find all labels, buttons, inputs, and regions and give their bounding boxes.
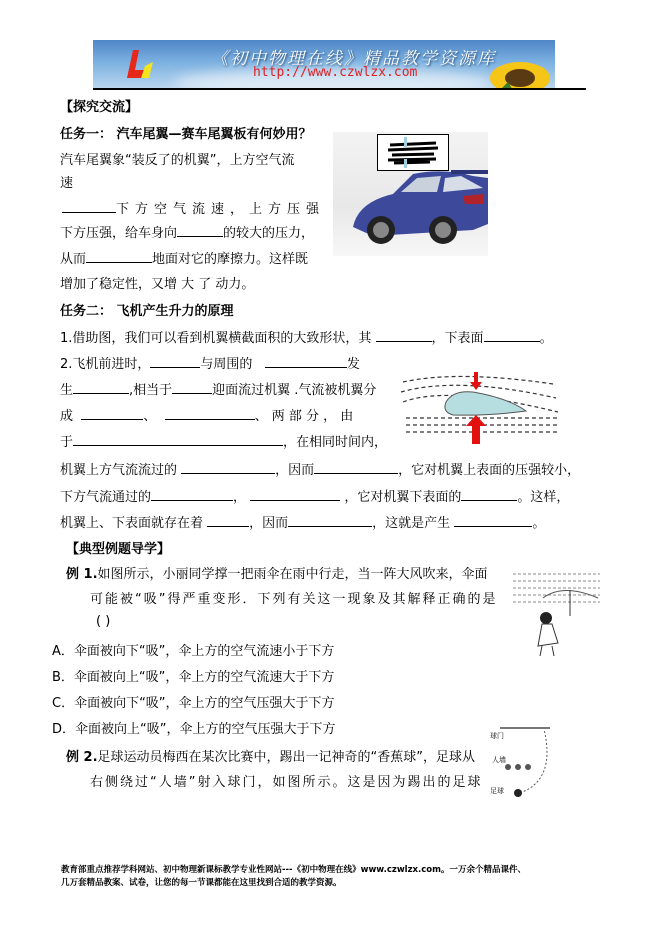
header-banner — [93, 40, 555, 88]
blank[interactable] — [81, 407, 143, 420]
task1-text-line3: 下方空气流速，上方压强 — [62, 198, 325, 217]
q2-line7: 机翼上、下表面就存在着 ，因而 ，这就是产生 。 — [60, 516, 546, 531]
example2-line1: 例 2.足球运动员梅西在某次比赛中，踢出一记神奇的“香蕉球”，足球从 — [66, 750, 475, 765]
blank[interactable] — [150, 355, 200, 368]
q2-line3: 成 、 、 两 部 分 ， 由 — [60, 409, 354, 424]
header-rule — [93, 88, 586, 90]
example2-line2: 右侧绕过“人墙”射入球门，如图所示。这是因为踢出的足球 — [90, 775, 483, 790]
up-arrow-icon — [466, 415, 486, 444]
sunflower-icon — [488, 52, 555, 88]
example1-answer-bracket: ( ) — [96, 614, 111, 629]
option-b[interactable]: B．伞面被向上“吸”，伞上方的空气流速大于下方 — [52, 670, 335, 685]
page-footer — [61, 864, 526, 890]
banner-url[interactable]: http://www.czwlzx.com — [253, 65, 418, 80]
task2-title: 任务二： 飞机产生升力的原理 — [60, 304, 234, 319]
blank[interactable] — [86, 250, 152, 263]
task1-title: 任务一： 汽车尾翼—赛车尾翼板有何妙用？ — [60, 127, 312, 142]
airflow-diagram — [377, 134, 449, 171]
option-d[interactable]: D．伞面被向上“吸”，伞上方的空气压强大于下方 — [52, 722, 336, 737]
q2-line4: 于 ，在相同时间内， — [60, 435, 388, 450]
blank[interactable] — [454, 514, 532, 527]
q2-line1: 2.飞机前进时， 与周围的 发 — [60, 357, 360, 372]
blank[interactable] — [62, 200, 116, 213]
q2-line6: 下方气流通过的 ， ，它对机翼下表面的 。这样， — [60, 490, 570, 505]
down-arrow-icon — [470, 372, 482, 390]
footer-line2: 几万套精品教案、试卷，让您的每一节课都能在这里找到合适的教学资源。 — [61, 878, 342, 888]
example1-line2: 可能被“吸”得严重变形．下列有关这一现象及其解释正确的是 — [90, 592, 498, 607]
airflow-lines-icon — [378, 135, 448, 170]
blank[interactable] — [376, 329, 432, 342]
site-logo-icon — [123, 48, 163, 84]
label-goal: 球门 — [490, 732, 504, 740]
task1-text-line5: 从而 地面对它的摩擦力。这样既 — [60, 252, 309, 267]
task1-text-line6: 增加了稳定性，又增 大 了 动力。 — [60, 277, 255, 292]
airfoil-diagram — [398, 370, 568, 450]
task1-text-line1: 汽车尾翼象“装反了的机翼”，上方空气流 — [60, 153, 295, 168]
blank[interactable] — [181, 461, 275, 474]
blank[interactable] — [265, 355, 347, 368]
blank[interactable] — [207, 514, 249, 527]
q1-line: 1.借助图，我们可以看到机翼横截面积的大致形状，其 ，下表面 。 — [60, 331, 553, 346]
blank[interactable] — [461, 488, 517, 501]
label-wall: 人墙 — [492, 756, 506, 764]
blank[interactable] — [314, 461, 398, 474]
blank[interactable] — [165, 407, 255, 420]
banner-title: 《初中物理在线》精品教学资源库 — [211, 49, 496, 69]
blank[interactable] — [250, 488, 340, 501]
blank[interactable] — [73, 381, 129, 394]
blank[interactable] — [484, 329, 540, 342]
banana-kick-figure — [498, 725, 558, 800]
option-c[interactable]: C．伞面被向下“吸”，伞上方的空气压强大于下方 — [52, 696, 335, 711]
section-heading-explore: 【探究交流】 — [60, 100, 139, 115]
blank[interactable] — [73, 433, 283, 446]
section-heading-examples: 【典型例题导学】 — [66, 542, 171, 557]
blank[interactable] — [172, 381, 212, 394]
option-a[interactable]: A．伞面被向下“吸”，伞上方的空气流速小于下方 — [52, 644, 335, 659]
footer-line1: 教育部重点推荐学科网站、初中物理新课标教学专业性网站---《初中物理在线》www.czwlzx.com。一万余个精品课件、 — [61, 865, 526, 875]
task1-text-line4: 下方压强，给车身向 的较大的压力， — [60, 226, 315, 241]
blank[interactable] — [177, 224, 223, 237]
q2-line5: 机翼上方气流流过的 ，因而 ，它对机翼上表面的压强较小， — [60, 463, 581, 478]
task1-text-line2: 速 — [60, 176, 74, 191]
label-ball: 足球 — [490, 787, 504, 795]
q2-line2: 生 ,相当于 迎面流过机翼 .气流被机翼分 — [60, 383, 377, 398]
example1-line1: 例 1.如图所示，小丽同学撑一把雨伞在雨中行走，当一阵大风吹来，伞面 — [66, 567, 488, 582]
umbrella-girl-figure — [508, 568, 600, 660]
blank[interactable] — [288, 514, 372, 527]
blank[interactable] — [151, 488, 233, 501]
